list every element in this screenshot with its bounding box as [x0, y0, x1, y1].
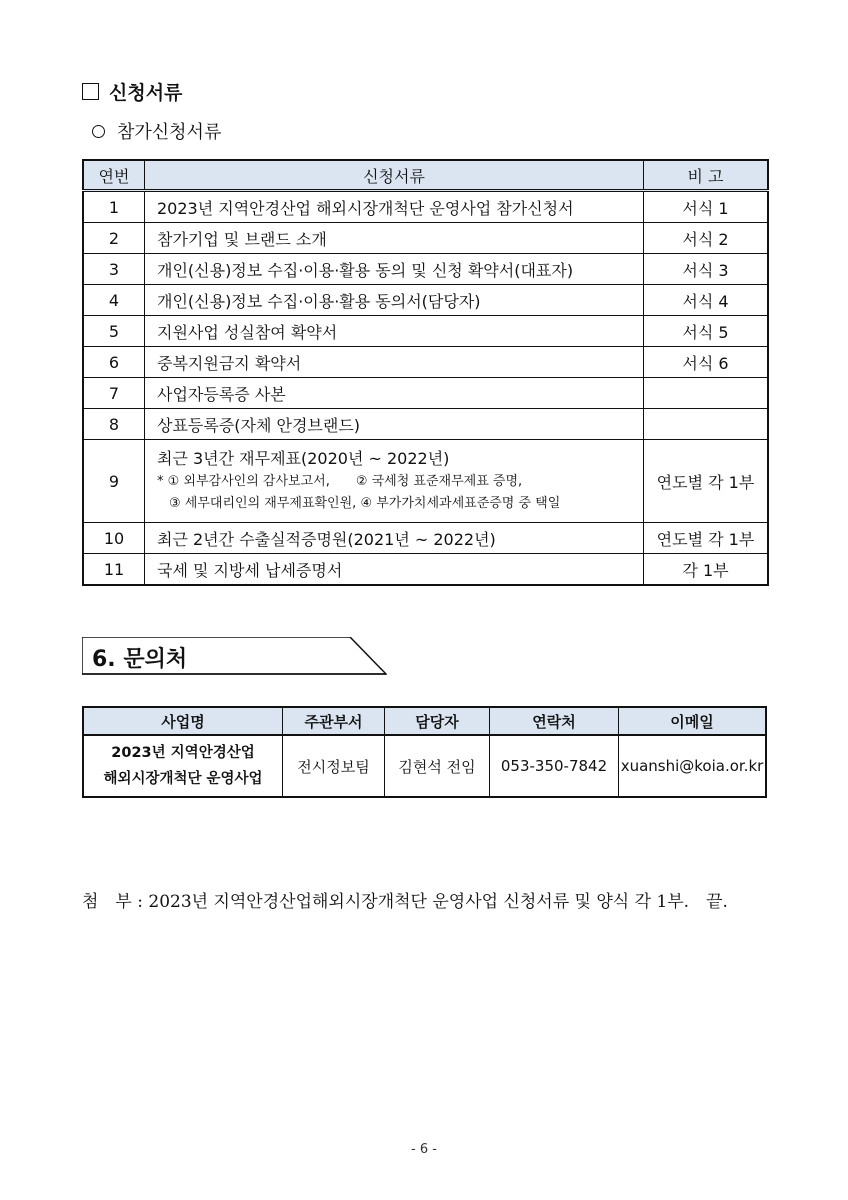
- row-number: 11: [83, 554, 145, 586]
- row-number: 2: [83, 223, 145, 254]
- table-header-row: [83, 160, 768, 191]
- row-document-name: 참가기업 및 브랜드 소개: [145, 223, 644, 254]
- row-remark: 연도별 각 1부: [644, 440, 769, 523]
- table-row: [83, 191, 768, 223]
- row-remark: 서식 5: [644, 316, 769, 347]
- section-title: [82, 78, 182, 105]
- contact-section-heading: [82, 637, 387, 675]
- row-document-note-2: ③ 세무대리인의 재무제표확인원, ④ 부가가치세과세표준증명 중 택일: [169, 496, 561, 511]
- row-document-name: 최근 3년간 재무제표(2020년 ~ 2022년): [157, 449, 450, 468]
- section-title-text: 신청서류: [109, 82, 183, 104]
- table-row: [83, 554, 768, 586]
- row-remark: [644, 409, 769, 440]
- table-row: [83, 316, 768, 347]
- row-number: 7: [83, 378, 145, 409]
- row-number: 8: [83, 409, 145, 440]
- row-document-name: 국세 및 지방세 납세증명서: [145, 554, 644, 586]
- row-remark: 서식 2: [644, 223, 769, 254]
- row-document-cell: [145, 440, 644, 523]
- row-remark: 각 1부: [644, 554, 769, 586]
- row-number: 3: [83, 254, 145, 285]
- department-cell: 전시정보팀: [283, 735, 385, 797]
- contact-header-row: [83, 707, 766, 735]
- row-remark: 서식 1: [644, 191, 769, 223]
- table-row: [83, 347, 768, 378]
- circle-bullet-icon: [92, 125, 105, 138]
- row-document-name: 지원사업 성실참여 확약서: [145, 316, 644, 347]
- page-number: - 6 -: [411, 1142, 437, 1157]
- row-remark: 서식 4: [644, 285, 769, 316]
- contact-row: [83, 735, 766, 797]
- row-remark: 서식 3: [644, 254, 769, 285]
- row-document-note-1: * ① 외부감사인의 감사보고서, ② 국세청 표준재무제표 증명,: [157, 474, 523, 489]
- phone-cell: 053-350-7842: [490, 735, 619, 797]
- header-documents: 신청서류: [145, 160, 644, 191]
- business-name-line-2: 해외시장개척단 운영사업: [103, 771, 263, 787]
- checkbox-square-icon: [82, 83, 99, 100]
- sub-title: [92, 118, 221, 144]
- attachment-note: 첨 부 : 2023년 지역안경산업해외시장개척단 운영사업 신청서류 및 양식 각 1부. 끝.: [82, 892, 728, 912]
- row-number: 5: [83, 316, 145, 347]
- table-row: [83, 523, 768, 554]
- header-manager: 담당자: [385, 707, 490, 735]
- header-business: 사업명: [83, 707, 283, 735]
- row-number: 10: [83, 523, 145, 554]
- row-document-name: 상표등록증(자체 안경브랜드): [145, 409, 644, 440]
- row-document-name: 2023년 지역안경산업 해외시장개척단 운영사업 참가신청서: [145, 191, 644, 223]
- row-number: 9: [83, 440, 145, 523]
- sub-title-text: 참가신청서류: [117, 122, 222, 143]
- email-cell: xuanshi@koia.or.kr: [619, 735, 767, 797]
- row-number: 4: [83, 285, 145, 316]
- row-document-name: 중복지원금지 확약서: [145, 347, 644, 378]
- business-name-cell: [83, 735, 283, 797]
- header-number: 연번: [83, 160, 145, 191]
- row-remark: 서식 6: [644, 347, 769, 378]
- row-document-name: 개인(신용)정보 수집·이용·활용 동의서(담당자): [145, 285, 644, 316]
- business-name-line-1: 2023년 지역안경산업: [111, 745, 255, 761]
- row-document-name: 개인(신용)정보 수집·이용·활용 동의 및 신청 확약서(대표자): [145, 254, 644, 285]
- row-remark: [644, 378, 769, 409]
- header-department: 주관부서: [283, 707, 385, 735]
- table-row: [83, 223, 768, 254]
- table-row: [83, 285, 768, 316]
- header-phone: 연락처: [490, 707, 619, 735]
- header-email: 이메일: [619, 707, 767, 735]
- row-document-name: 사업자등록증 사본: [145, 378, 644, 409]
- manager-cell: 김현석 전임: [385, 735, 490, 797]
- header-remarks: 비 고: [644, 160, 769, 191]
- table-row: [83, 378, 768, 409]
- table-row: [83, 409, 768, 440]
- row-number: 6: [83, 347, 145, 378]
- row-remark: 연도별 각 1부: [644, 523, 769, 554]
- contact-table: [82, 706, 767, 798]
- table-row: [83, 440, 768, 523]
- contact-section-title: 6. 문의처: [92, 647, 188, 672]
- application-documents-table: [82, 159, 769, 586]
- row-number: 1: [83, 191, 145, 223]
- table-row: [83, 254, 768, 285]
- row-document-name: 최근 2년간 수출실적증명원(2021년 ~ 2022년): [145, 523, 644, 554]
